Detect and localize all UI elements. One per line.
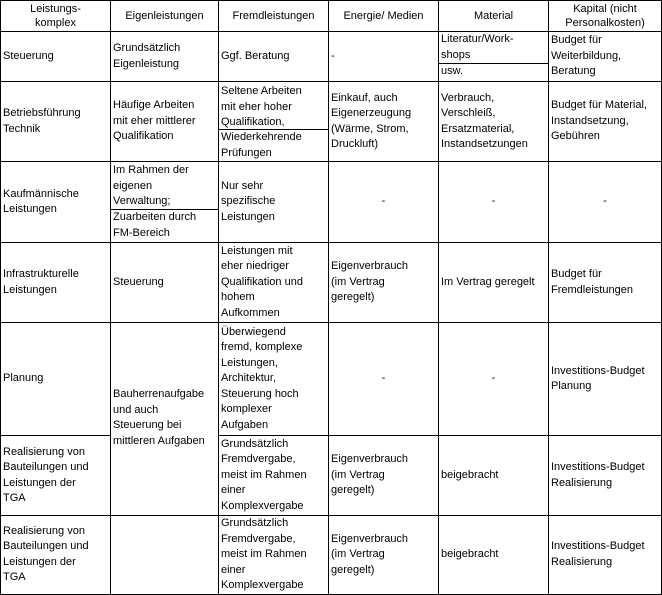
header-row <box>1 1 662 32</box>
eigenleistungen-cell: Häufige Arbeiten mit eher mittlerer Qualifikation <box>111 82 219 162</box>
eigenleistungen-part-a: Im Rahmen der eigenen Verwaltung; <box>113 164 189 207</box>
komplex-cell: Steuerung <box>1 32 111 82</box>
table-row <box>1 516 662 595</box>
fremdleistungen-part-b: Wiederkehrende Prüfungen <box>219 129 328 161</box>
table-row <box>1 32 662 82</box>
table-row <box>1 243 662 323</box>
eigenleistungen-cell: Grundsätzlich Eigenleistung <box>111 32 219 82</box>
kapital-cell: Investitions-Budget Planung <box>549 323 662 436</box>
header-leistungskomplex: Leistungs- komplex <box>1 1 111 32</box>
energie-cell: - <box>329 323 439 436</box>
kapital-cell: - <box>549 162 662 243</box>
komplex-cell: Realisierung von Bauteilungen und Leistungen der TGA <box>1 436 111 516</box>
table-row <box>1 436 662 516</box>
material-part-b: usw. <box>439 63 548 81</box>
fremdleistungen-cell: Leistungen mit eher niedriger Qualifikation und hohem Aufkommen <box>219 243 329 323</box>
energie-cell: Eigenverbrauch (im Vertrag geregelt) <box>329 436 439 516</box>
komplex-cell: Realisierung von Bauteilungen und Leistungen der TGA <box>1 516 111 595</box>
header-eigenleistungen: Eigenleistungen <box>111 1 219 32</box>
eigenleistungen-cell <box>111 162 219 243</box>
material-cell <box>439 32 549 82</box>
energie-cell: Einkauf, auch Eigenerzeugung (Wärme, Strom, Druckluft) <box>329 82 439 162</box>
fremdleistungen-part-a: Seltene Arbeiten mit eher hoher Qualifikation, <box>221 85 302 128</box>
material-cell: beigebracht <box>439 436 549 516</box>
material-cell: beigebracht <box>439 516 549 595</box>
table-row <box>1 162 662 243</box>
kapital-cell: Investitions-Budget Realisierung <box>549 436 662 516</box>
header-energie-medien: Energie/ Medien <box>329 1 439 32</box>
fremdleistungen-cell: Nur sehr spezifische Leistungen <box>219 162 329 243</box>
eigenleistungen-cell <box>111 516 219 595</box>
eigenleistungen-part-b: Zuarbeiten durch FM-Bereich <box>111 209 218 242</box>
energie-cell: Eigenverbrauch (im Vertrag geregelt) <box>329 516 439 595</box>
energie-cell: Eigenverbrauch (im Vertrag geregelt) <box>329 243 439 323</box>
fremdleistungen-cell: Ggf. Beratung <box>219 32 329 82</box>
material-cell: Im Vertrag geregelt <box>439 243 549 323</box>
material-cell: - <box>439 162 549 243</box>
table-row <box>1 323 662 436</box>
komplex-cell: Kaufmännische Leistungen <box>1 162 111 243</box>
komplex-cell: Infrastrukturelle Leistungen <box>1 243 111 323</box>
material-cell: - <box>439 323 549 436</box>
material-part-a: Literatur/Work- shops <box>441 33 514 61</box>
kapital-cell: Budget für Material, Instandsetzung, Gebühren <box>549 82 662 162</box>
fremdleistungen-cell: Grundsätzlich Fremdvergabe, meist im Rahmen einer Komplexvergabe <box>219 516 329 595</box>
fremdleistungen-cell: Überwiegend fremd, komplexe Leistungen, Architektur, Steuerung hoch komplexer Aufgaben <box>219 323 329 436</box>
table-row <box>1 82 662 162</box>
fremdleistungen-cell: Grundsätzlich Fremdvergabe, meist im Rahmen einer Komplexvergabe <box>219 436 329 516</box>
header-material: Material <box>439 1 549 32</box>
energie-cell: - <box>329 32 439 82</box>
kapital-cell: Budget für Weiterbildung, Beratung <box>549 32 662 82</box>
material-cell: Verbrauch, Verschleiß, Ersatzmaterial, Instandsetzungen <box>439 82 549 162</box>
kapital-cell: Budget für Fremdleistungen <box>549 243 662 323</box>
kapital-cell: Investitions-Budget Realisierung <box>549 516 662 595</box>
eigenleistungen-cell: Steuerung <box>111 243 219 323</box>
energie-cell: - <box>329 162 439 243</box>
komplex-cell: Planung <box>1 323 111 436</box>
header-kapital: Kapital (nicht Personalkosten) <box>549 1 662 32</box>
fremdleistungen-cell <box>219 82 329 162</box>
komplex-cell: Betriebsführung Technik <box>1 82 111 162</box>
eigenleistungen-cell: Bauherrenaufgabe und auch Steuerung bei mittleren Aufgaben <box>111 323 219 516</box>
header-fremdleistungen: Fremdleistungen <box>219 1 329 32</box>
